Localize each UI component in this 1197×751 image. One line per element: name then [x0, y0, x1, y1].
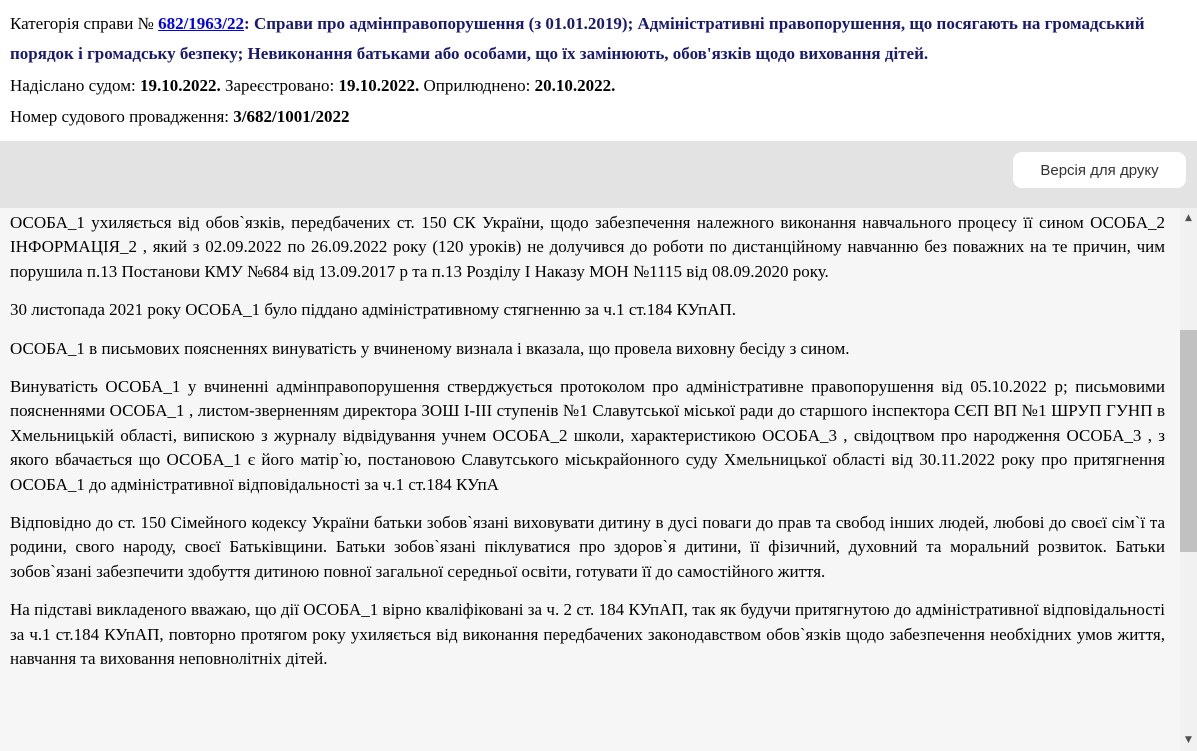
published-date: 20.10.2022.	[534, 76, 616, 95]
document-paragraph: ОСОБА_1 ухиляється від обов`язків, передбачених ст. 150 СК України, щодо забезпечення належного виконання навчального процесу її сином ОСОБА_2 ІНФОРМАЦІЯ_2 , який з 02.09.2022 по 26.09.2022 року (120 уроків) не долучився до роботи по дистанційному навчанню без поважних на те причин, чим порушила п.13 Постанови КМУ №684 від 13.09.2017 р та п.13 Розділу І Наказу МОН №1115 від 08.09.2020 року.	[10, 213, 1165, 281]
document-paragraph: ОСОБА_1 в письмових поясненнях винуватість у вчиненому визнала і вказала, що провела виховну бесіду з сином.	[10, 338, 850, 358]
scrollbar-thumb[interactable]	[1180, 330, 1197, 552]
category-colon: :	[244, 14, 254, 33]
print-version-button[interactable]: Версія для друку	[1013, 152, 1186, 188]
case-header	[0, 0, 1197, 132]
sent-date: 19.10.2022.	[139, 76, 221, 95]
toolbar	[0, 141, 1197, 208]
proceeding-number-line	[10, 102, 1187, 132]
category-text: Справи про адмінправопорушення (з 01.01.2019); Адміністративні правопорушення, що посягають на громадський порядок і громадську безпеку; Невиконання батьками або особами, що їх замінюють, обов'язків щодо виховання дітей.	[10, 14, 1145, 63]
document-paragraph: Відповідно до ст. 150 Сімейного кодексу України батьки зобов`язані виховувати дитину в дусі поваги до прав та свобод інших людей, любові до своєї сім`ї та родини, свого народу, своєї Батьківщини. Батьки зобов`язані піклуватися про здоров`я дитини, її фізичний, духовний та моральний розвиток. Батьки зобов`язані забезпечити здобуття дитиною повної загальної середньої освіти, готувати її до самостійного життя.	[10, 513, 1165, 581]
scroll-up-icon[interactable]: ▲	[1185, 213, 1192, 223]
proceeding-label: Номер судового провадження:	[10, 107, 230, 126]
case-category-line	[10, 9, 1187, 69]
scroll-down-icon[interactable]: ▼	[1185, 735, 1192, 745]
document-text	[10, 208, 1165, 751]
document-paragraph: На підставі викладеного вважаю, що дії ОСОБА_1 вірно кваліфіковані за ч. 2 ст. 184 КУпАП, так як будучи притягнутою до адміністративної відповідальності за ч.1 ст.184 КУпАП, повторно протягом року ухиляється від виконання передбачених законодавством обов`язків щодо забезпечення необхідних умов життя, навчання та виховання неповнолітніх дітей.	[10, 600, 1165, 669]
proceeding-number: 3/682/1001/2022	[233, 107, 350, 126]
registered-label: Зареєстровано:	[224, 76, 335, 95]
vertical-scrollbar[interactable]	[1180, 208, 1197, 751]
document-view	[0, 208, 1197, 751]
case-number-link[interactable]: 682/1963/22	[158, 14, 245, 33]
case-dates-line	[10, 71, 1187, 101]
registered-date: 19.10.2022.	[338, 76, 420, 95]
sent-label: Надіслано судом:	[10, 76, 136, 95]
published-label: Оприлюднено:	[423, 76, 531, 95]
category-label: Категорія справи №	[10, 14, 154, 33]
document-paragraph: Винуватість ОСОБА_1 у вчиненні адмінправопорушення стверджується протоколом про адміністративне правопорушення від 05.10.2022 р; письмовими поясненнями ОСОБА_1 , листом-зверненням директора ЗОШ І-ІІІ ступенів №1 Славутської міської ради до старшого інспектора СЄП ВП №1 ШРУП ГУНП в Хмельницькій області, випискою з журналу відвідування учнем ОСОБА_2 школи, характеристикою ОСОБА_3 , свідоцтвом про народження ОСОБА_3 , з якого вбачається що ОСОБА_1 є його матір`ю, постановою Славутського міськрайонного суду Хмельницької області від 30.11.2022 року про притягнення ОСОБА_1 до адміністративної відповідальності за ч.1 ст.184 КУпА	[10, 377, 1165, 494]
document-paragraph: 30 листопада 2021 року ОСОБА_1 було піддано адміністративному стягненню за ч.1 ст.184 КУпАП.	[10, 300, 737, 320]
